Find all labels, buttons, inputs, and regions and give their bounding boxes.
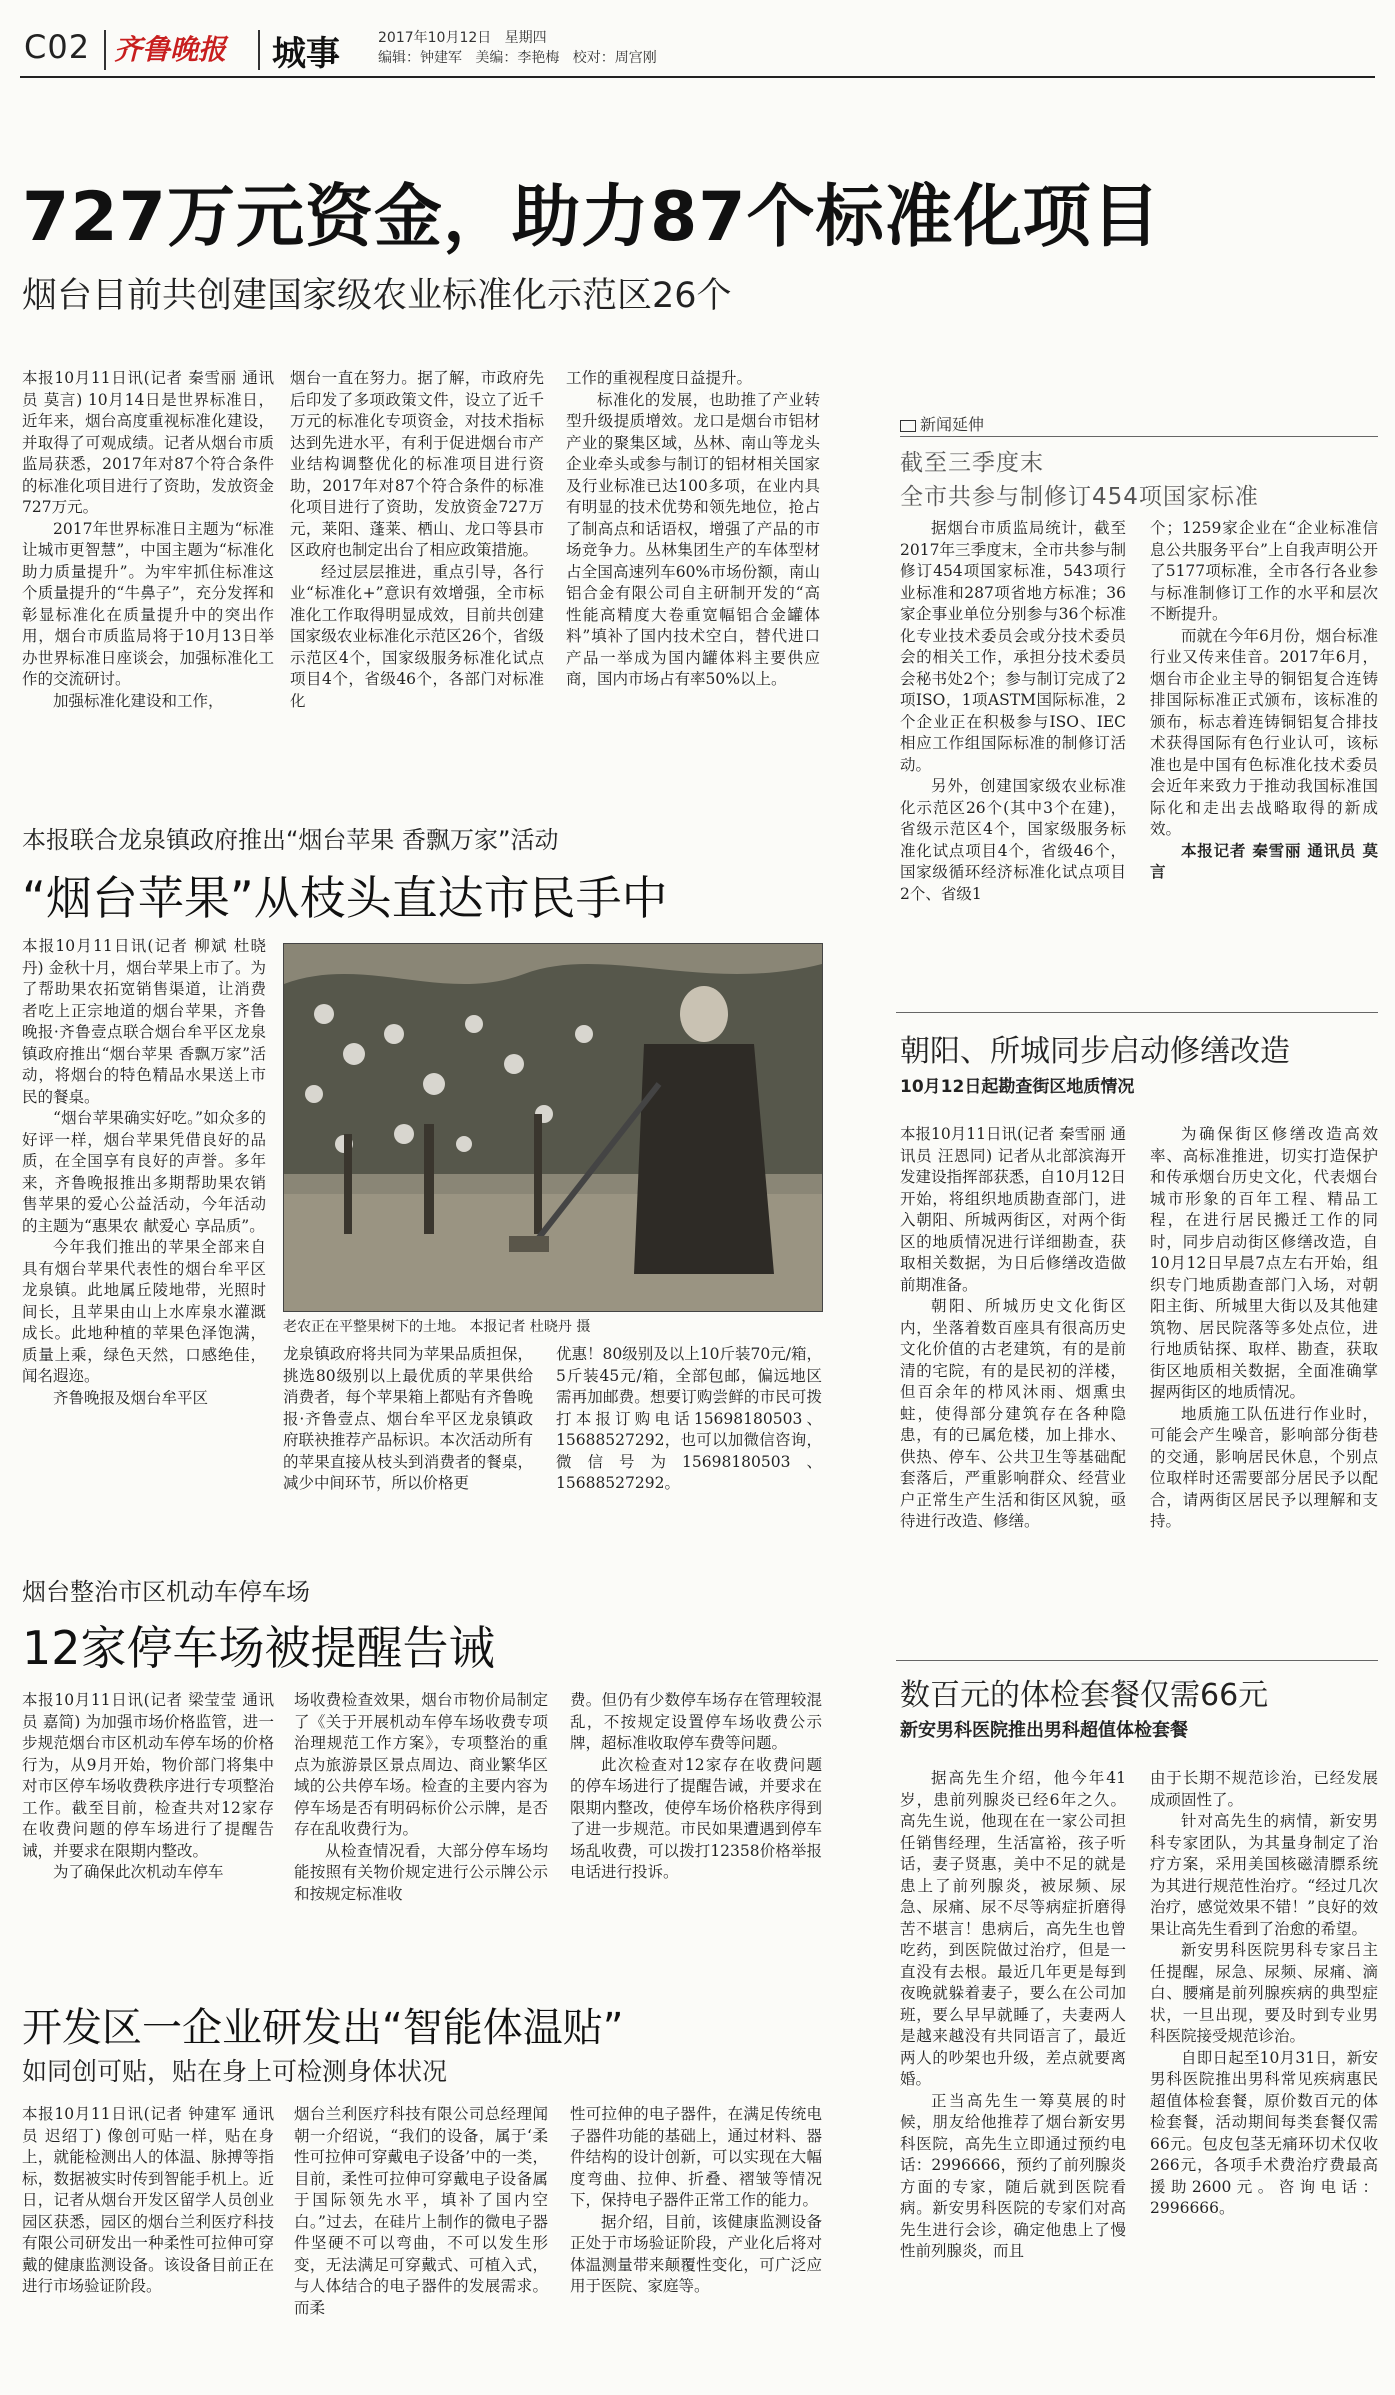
story4-paragraph: 烟台兰利医疗科技有限公司总经理闻朝一介绍说，“我们的设备，属于‘柔性可拉伸可穿戴电子设备’中的一类，目前，柔性可拉伸可穿戴电子设备属于国际领先水平，填补了国内空白。”过去，在硅片上制作的微电子器件坚硬不可以弯曲，不可以发生形变，无法满足可穿戴式、可植入式，与人体结合的电子器件的发展需求。而柔 [294,2105,548,2317]
story4-paragraph: 本报10月11日讯(记者 钟建军 通讯员 迟绍丁) 像创可贴一样，贴在身上，就能检测出人的体温、脉搏等指标，数据被实时传到智能手机上。近日，记者从烟台开发区留学人员创业园区获悉，园区的烟台兰利医疗科技有限公司研发出一种柔性可拉伸可穿戴的健康监测设备。该设备目前正在进行市场验证阶段。 [22,2105,274,2295]
proofreader-credit: 校对：周宫刚 [572,50,657,66]
story1-paragraph: 加强标准化建设和工作， [53,691,224,710]
story6-headline: 数百元的体检套餐仅需66元 [900,1678,1269,1713]
story4-column-3 [570,2104,822,2376]
sidebar-rule [900,436,1378,437]
apple-orchard-photo [283,943,823,1312]
orchard-illustration [284,944,822,1311]
story2-column-2 [283,1344,533,1544]
story5-paragraph: 朝阳、所城历史文化街区内，坐落着数百座具有很高历史文化价值的古老建筑，有的是前清的宅院，有的是民初的洋楼，但百余年的栉风沐雨、烟熏虫蛀，使得部分建筑存在各种隐患，有的已属危楼，加上排水、供热、停车、公共卫生等基础配套落后，严重影响群众、经营业户正常生产生活和街区风貌，亟待进行改造、修缮。 [900,1297,1126,1530]
story1-paragraph: 标准化的发展，也助推了产业转型升级提质增效。龙口是烟台市铝材产业的聚集区域，丛林、南山等龙头企业牵头或参与制订的铝材相关国家及行业标准已达100多项，在业内具有明显的技术优势和领先地位，抢占了制高点和话语权，增强了产品的市场竞争力。丛林集团生产的车体型材占全国高速列车60%市场份额，南山铝合金有限公司自主研制开发的“高性能高精度大卷重宽幅铝合金罐体料”填补了国内技术空白，替代进口产品一举成为国内罐体料主要供应商，国内市场占有率50%以上。 [566,390,820,688]
story2-paragraph: 齐鲁晚报及烟台牟平区 [53,1388,209,1407]
sidebar-title-1: 截至三季度末 [900,450,1044,476]
story1-subheadline: 烟台目前共创建国家级农业标准化示范区26个 [22,276,732,316]
story2-paragraph: “烟台苹果确实好吃。”如众多的好评一样，烟台苹果凭借良好的品质，在全国享有良好的声誉。多年来，齐鲁晚报推出多期帮助果农销售苹果的爱心公益活动，今年活动的主题为“惠果农 献爱心 享品质”。 [22,1109,266,1235]
sidebar1-paragraph: 个；1259家企业在“企业标准信息公共服务平台”上自我声明公开了5177项标准，全市各行各业参与标准制修订工作的水平和层次不断提升。 [1150,519,1378,623]
story4-column-1 [22,2104,274,2376]
story4-paragraph: 据介绍，目前，该健康监测设备正处于市场验证阶段，产业化后将对体温测量带来颠覆性变化，可广泛应用于医院、家庭等。 [570,2212,822,2295]
sidebar1-paragraph: 而就在今年6月份，烟台标准行业又传来佳音。2017年6月，烟台市企业主导的铜铝复合连铸排国际标准正式颁布，该标准的颁布，标志着连铸铜铝复合排技术获得国际有色行业认可，该标准也是中国有色标准化技术委员会近年来致力于推动我国标准国际化和走出去战略取得的新成效。 [1150,626,1378,838]
story1-lead-paragraph: 本报10月11日讯(记者 秦雪丽 通讯员 莫言) 10月14日是世界标准日，近年来，烟台高度重视标准化建设，并取得了可观成绩。记者从烟台市质监局获悉，2017年对87个符合条件的标准化项目进行了资助，发放资金727万元。 [22,369,274,516]
photo-caption: 老农正在平整果树下的土地。 本报记者 杜晓丹 摄 [283,1319,591,1335]
sidebar-title-2: 全市共参与制修订454项国家标准 [900,484,1259,510]
story2-column-3 [556,1344,822,1544]
story3-paragraph: 本报10月11日讯(记者 梁莹莹 通讯员 嘉简) 为加强市场价格监管，进一步规范烟台市区机动车停车场的价格行为，从9月开始，物价部门将集中对市区停车场收费秩序进行专项整治工作。截至目前，检查共对12家存在收费问题的停车场进行了提醒告诫，并要求在限期内整改。 [22,1691,274,1860]
tag-icon [900,420,916,432]
sidebar1-column-1 [900,518,1126,988]
story3-column-2 [294,1690,548,1986]
story3-headline: 12家停车场被提醒告诫 [22,1621,495,1675]
story2-paragraph: 龙泉镇政府将共同为苹果品质担保，挑选80级别以上最优质的苹果供给消费者，每个苹果箱上都贴有齐鲁晚报·齐鲁壹点、烟台牟平区龙泉镇政府联袂推荐产品标识。本次活动所有的苹果直接从枝头到消费者的餐桌，减少中间环节，所以价格更 [283,1345,533,1492]
story5-paragraph: 为确保街区修缮改造高效率、高标准推进，切实打造保护和传承烟台历史文化，代表烟台城市形象的百年工程、精品工程，在进行居民搬迁工作的同时，同步启动街区修缮改造，自10月12日早晨7点左右开始，组织专门地质勘查部门入场，对朝阳主街、所城里大街以及其他建筑物、居民院落等多处点位，进行地质钻探、取样、勘查，获取街区地质相关数据，全面准确掌握两街区的地质情况。 [1150,1125,1378,1401]
issue-info [378,28,657,68]
story2-headline: “烟台苹果”从枝头直达市民手中 [22,871,668,925]
designer-credit: 美编：李艳梅 [475,50,560,66]
story6-column-2 [1150,1768,1378,2378]
story1-paragraph: 工作的重视程度日益提升。 [566,369,753,387]
story3-kicker: 烟台整治市区机动车停车场 [22,1578,310,1606]
story4-paragraph: 性可拉伸的电子器件，在满足传统电子器件功能的基础上，通过材料、器件结构的设计创新，可以实现在大幅度弯曲、拉伸、折叠、褶皱等情况下，保持电子器件正常工作的能力。 [570,2105,822,2209]
story5-paragraph: 地质施工队伍进行作业时，可能会产生噪音，影响部分街巷的交通，影响居民休息，个别点位取样时还需要部分居民予以配合，请两街区居民予以理解和支持。 [1150,1404,1378,1530]
issue-date: 2017年10月12日 [378,30,492,46]
story6-paragraph: 自即日起至10月31日，新安男科医院推出男科常见疾病惠民超值体检套餐，原价数百元的体检套餐，活动期间每类套餐仅需66元。包皮包茎无痛环切术仅收266元，各项手术费治疗费最高援助2600元。咨询电话：2996666。 [1150,2048,1378,2217]
story4-column-2 [294,2104,548,2376]
story2-paragraph: 今年我们推出的苹果全部来自具有烟台苹果代表性的烟台牟平区龙泉镇。此地属丘陵地带，光照时间长，且苹果由山上水库泉水灌溉成长。此地种植的苹果色泽饱满，质量上乘，绿色天然，口感绝佳，闻名遐迩。 [22,1238,266,1385]
story2-kicker: 本报联合龙泉镇政府推出“烟台苹果 香飘万家”活动 [22,826,559,854]
story6-paragraph: 由于长期不规范诊治，已经发展成顽固性了。 [1150,1769,1378,1809]
story1-paragraph: 经过层层推进，重点引导，各行业“标准化+”意识有效增强，全市标准化工作取得明显成效，目前共创建国家级农业标准化示范区26个，省级示范区4个，国家级服务标准化试点项目4个，省级46个，各部门对标准化 [290,562,544,710]
story2-paragraph: 优惠！80级别及以上10斤装70元/箱，5斤装45元/箱，全部包邮，偏远地区需再加邮费。想要订购尝鲜的市民可拨打本报订购电话15698180503、15688527292，也可以加微信咨询，微信号为15698180503、15688527292。 [556,1345,822,1492]
story3-paragraph: 费。但仍有少数停车场存在管理较混乱，不按规定设置停车场收费公示牌，超标准收取停车费等问题。 [570,1691,822,1752]
story6-column-1 [900,1768,1126,2378]
story1-headline: 727万元资金，助力87个标准化项目 [22,178,1161,257]
header-divider [258,30,260,70]
story5-paragraph: 本报10月11日讯(记者 秦雪丽 通讯员 汪恩同) 记者从北部滨海开发建设指挥部获悉，自10月12日开始，将组织地质勘查部门，进入朝阳、所城两街区，对两个街区的地质情况进行详细勘查，获取相关数据，为日后修缮改造做前期准备。 [900,1125,1126,1294]
section-name: 城事 [272,34,340,74]
page-number: C02 [24,28,91,66]
section-rule [896,1660,1378,1661]
story2-paragraph: 本报10月11日讯(记者 柳斌 杜晓丹) 金秋十月，烟台苹果上市了。为了帮助果农拓宽销售渠道，让消费者吃上正宗地道的烟台苹果，齐鲁晚报·齐鲁壹点联合烟台牟平区龙泉镇政府推出“烟台苹果 香飘万家”活动，将烟台的特色精品水果送上市民的餐桌。 [22,937,266,1106]
story5-subheadline: 10月12日起勘查街区地质情况 [900,1077,1135,1097]
story3-column-1 [22,1690,274,1986]
story4-subheadline: 如同创可贴，贴在身上可检测身体状况 [22,2057,448,2086]
editor-credit: 编辑：钟建军 [378,50,462,66]
story5-headline: 朝阳、所城同步启动修缮改造 [900,1034,1290,1069]
story1-column-3 [566,368,820,788]
section-rule [896,1012,1378,1013]
story6-paragraph: 针对高先生的病情，新安男科专家团队，为其量身制定了治疗方案，采用美国核磁清膘系统为其进行规范性治疗。“经过几次治疗，感觉效果不错！”良好的效果让高先生看到了治愈的希望。 [1150,1812,1378,1938]
news-extension-tag: 新闻延伸 [900,412,984,435]
story1-column-1 [22,368,274,788]
story6-subheadline: 新安男科医院推出男科超值体检套餐 [900,1720,1188,1741]
header-bottom-rule [20,76,1375,78]
sidebar1-column-2 [1150,518,1378,988]
story1-paragraph: 烟台一直在努力。据了解，市政府先后印发了多项政策文件，设立了近千万元的标准化专项资金，对技术指标达到先进水平，有利于促进烟台市产业结构调整优化的标准项目进行资助，2017年对87个符合条件的标准化项目进行了资助，发放资金727万元，莱阳、蓬莱、栖山、龙口等县市区政府也制定出台了相应政策措施。 [290,369,544,559]
sidebar1-paragraph: 据烟台市质监局统计，截至2017年三季度末，全市共参与制修订454项国家标准，543项行业标准和287项省地方标准；36家企事业单位分别参与36个标准化专业技术委员会或分技术委员会的相关工作，承担分技术委员会秘书处2个；参与制订完成了2项ISO，1项ASTM国际标准，2个企业正在积极参与ISO、IEC相应工作组国际标准的制修订活动。 [900,519,1126,774]
story3-paragraph: 从检查情况看，大部分停车场均能按照有关物价规定进行公示牌公示和按规定标准收 [294,1841,548,1903]
sidebar1-byline: 本报记者 秦雪丽 通讯员 莫言 [1150,841,1378,881]
story3-paragraph: 为了确保此次机动车停车 [53,1863,224,1881]
header-divider [104,30,106,70]
story6-paragraph: 据高先生介绍，他今年41岁，患前列腺炎已经6年之久。高先生说，他现在在一家公司担任销售经理，生活富裕，孩子听话，妻子贤惠，美中不足的就是患上了前列腺炎，被尿频、尿急、尿痛、尿不尽等病症折磨得苦不堪言！患病后，高先生也曾吃药，到医院做过治疗，但是一直没有去根。最近几年更是每到夜晚就躲着妻子，要么在公司加班，要么早早就睡了，夫妻两人是越来越没有共同语言了，最近两人的吵架也升级，差点就要离婚。 [900,1769,1126,2088]
story1-paragraph: 2017年世界标准日主题为“标准让城市更智慧”，中国主题为“标准化助力质量提升”。为牢牢抓住标准这个质量提升的“牛鼻子”，充分发挥和彰显标准化在质量提升中的突出作用，烟台市质监局将于10月13日举办世界标准日座谈会，加强标准化工作的交流研讨。 [22,519,274,688]
story3-paragraph: 此次检查对12家存在收费问题的停车场进行了提醒告诫，并要求在限期内整改，使停车场价格秩序得到了进一步规范。市民如果遭遇到停车场乱收费，可以拨打12358价格举报电话进行投诉。 [570,1755,822,1881]
story4-headline: 开发区一企业研发出“智能体温贴” [22,2005,624,2051]
story3-paragraph: 场收费检查效果，烟台市物价局制定了《关于开展机动车停车场收费专项治理规范工作方案》，专项整治的重点为旅游景区景点周边、商业繁华区域的公共停车场。检查的主要内容为停车场是否有明码标价公示牌，是否存在乱收费行为。 [294,1691,548,1838]
story6-paragraph: 正当高先生一筹莫展的时候，朋友给他推荐了烟台新安男科医院，高先生立即通过预约电话：2996666，预约了前列腺炎方面的专家，随后就到医院看病。新安男科医院的专家们对高先生进行会诊，确定他患上了慢性前列腺炎，而且 [900,2091,1126,2260]
story3-column-3 [570,1690,822,1986]
story2-column-1 [22,936,266,1548]
sidebar1-paragraph: 另外，创建国家级农业标准化示范区26个(其中3个在建)，省级示范区4个，国家级服务标准化试点项目4个，省级46个，国家级循环经济标准化试点项目2个、省级1 [900,777,1126,903]
story6-paragraph: 新安男科医院男科专家吕主任提醒，尿急、尿频、尿痛、滴白、腰痛是前列腺疾病的典型症状，一旦出现，要及时到专业男科医院接受规范诊治。 [1150,1941,1378,2045]
issue-weekday: 星期四 [504,30,547,46]
story1-column-2 [290,368,544,788]
story5-column-2 [1150,1124,1378,1574]
story5-column-1 [900,1124,1126,1574]
paper-logo: 齐鲁晚报 [114,33,227,66]
